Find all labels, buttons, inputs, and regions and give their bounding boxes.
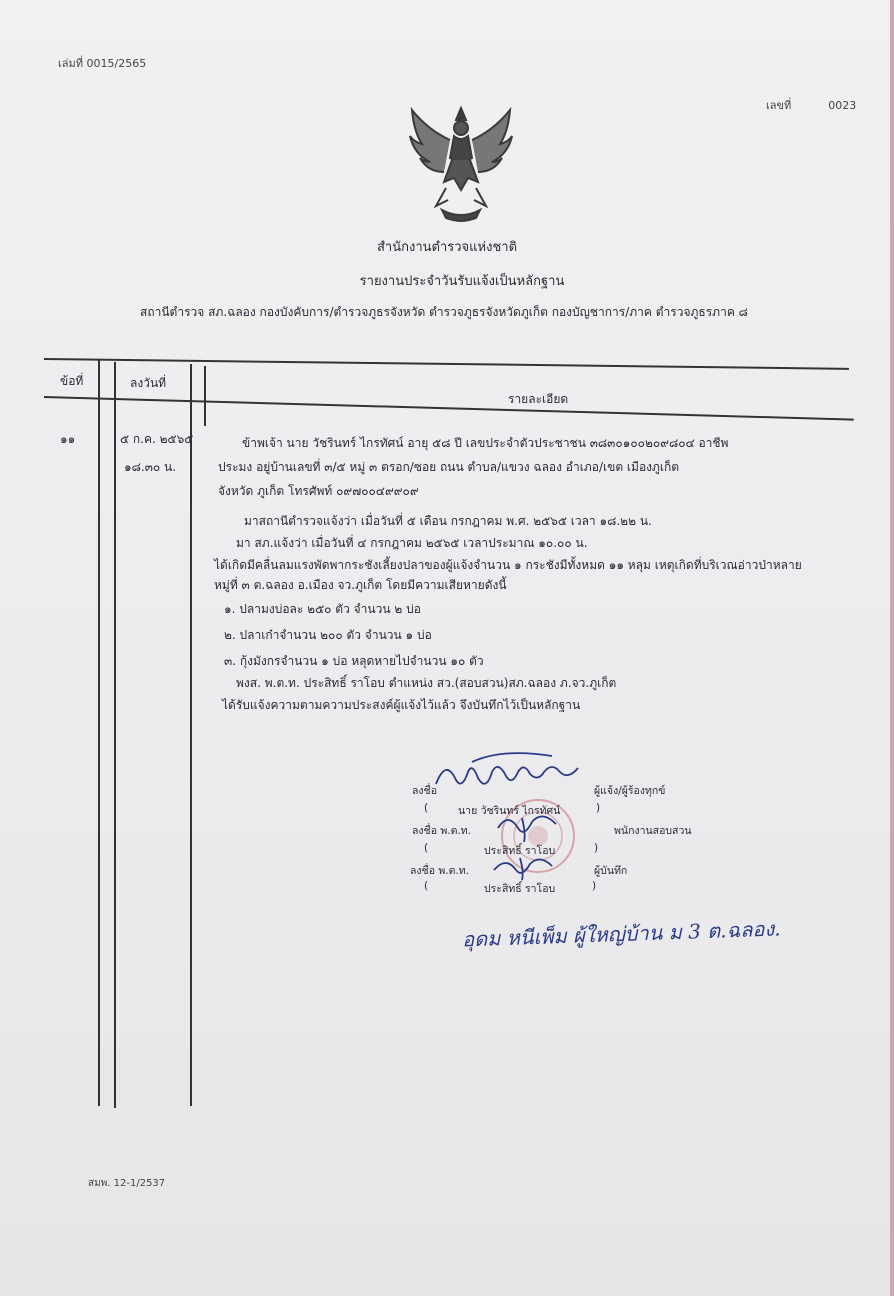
- officer-name: ประสิทธิ์ ราโอบ: [484, 845, 556, 857]
- open-paren: (: [424, 802, 429, 814]
- detail-line: ประมง อยู่บ้านเลขที่ ๓/๕ หมู่ ๓ ตรอก/ซอย ถนน ตำบล/แขวง ฉลอง อำเภอ/เขต เมืองภูเก็ต: [218, 460, 680, 474]
- report-title: รายงานประจำวันรับแจ้งเป็นหลักฐาน: [359, 274, 565, 289]
- detail-line: หมู่ที่ ๓ ต.ฉลอง อ.เมือง จว.ภูเก็ต โดยมีความเสียหายดังนี้: [214, 578, 507, 592]
- organization-name: สำนักงานตำรวจแห่งชาติ: [376, 240, 518, 255]
- header-details: รายละเอียด: [508, 392, 569, 406]
- reporter-sign-label: ลงชื่อ: [412, 785, 437, 797]
- garuda-emblem-icon: [402, 100, 520, 224]
- close-paren: ): [594, 842, 599, 854]
- detail-line: ๓. กุ้งมังกรจำนวน ๑ บ่อ หลุดหายไปจำนวน ๑๐ ตัว: [224, 654, 484, 668]
- officer-role: พนักงานสอบสวน: [614, 825, 692, 837]
- open-paren: (: [424, 842, 429, 854]
- header-date: ลงวันที่: [130, 376, 167, 390]
- form-code: สมพ. 12-1/2537: [88, 1178, 166, 1189]
- entry-date: ๕ ก.ค. ๒๕๖๕: [120, 432, 194, 446]
- reporter-role: ผู้แจ้ง/ผู้ร้องทุกข์: [594, 785, 666, 797]
- table-top-rule: [44, 358, 849, 370]
- open-paren: (: [424, 880, 429, 892]
- officer-sign-label: ลงชื่อ พ.ต.ท.: [412, 825, 472, 837]
- station-line: สถานีตำรวจ สภ.ฉลอง กองบังคับการ/ตำรวจภูธรจังหวัด ตำรวจภูธรจังหวัดภูเก็ต กองบัญชาการ/ภาค ตำรวจภูธรภาค ๘: [140, 305, 748, 319]
- document-number: [766, 96, 856, 114]
- document-number-value: 0023: [828, 99, 857, 112]
- document-number-label: เลขที่: [766, 99, 792, 112]
- recorder-role: ผู้บันทึก: [594, 865, 628, 877]
- table-header-rule: [44, 396, 854, 421]
- detail-line: ๑. ปลามงบ่อละ ๒๕๐ ตัว จำนวน ๒ บ่อ: [224, 602, 421, 616]
- detail-line: มาสถานีตำรวจแจ้งว่า เมื่อวันที่ ๕ เดือน กรกฎาคม พ.ศ. ๒๕๖๕ เวลา ๑๘.๒๒ น.: [244, 514, 652, 528]
- recorder-name: ประสิทธิ์ ราโอบ: [484, 883, 556, 895]
- table-col-divider-4: [204, 366, 206, 426]
- detail-line: พงส. พ.ต.ท. ประสิทธิ์ ราโอบ ตำแหน่ง สว.(สอบสวน)สภ.ฉลอง ภ.จว.ภูเก็ต: [236, 676, 617, 690]
- table-col-divider-1: [98, 360, 100, 1106]
- reporter-name: นาย วัชรินทร์ ไกรทัศน์: [458, 805, 561, 817]
- book-number: เล่มที่ 0015/2565: [58, 57, 147, 70]
- detail-line: ข้าพเจ้า นาย วัชรินทร์ ไกรทัศน์ อายุ ๕๘ ปี เลขประจำตัวประชาชน ๓๘๓๐๑๐๐๒๐๙๘๐๔ อาชีพ: [242, 436, 729, 450]
- entry-time: ๑๘.๓๐ น.: [124, 460, 177, 474]
- table-col-divider-2: [114, 362, 116, 1108]
- detail-line: ๒. ปลาเก๋าจำนวน ๒๐๐ ตัว จำนวน ๑ บ่อ: [224, 628, 432, 642]
- close-paren: ): [592, 880, 597, 892]
- recorder-sign-label: ลงชื่อ พ.ต.ท.: [410, 865, 470, 877]
- detail-line: มา สภ.แจ้งว่า เมื่อวันที่ ๔ กรกฎาคม ๒๕๖๕ เวลาประมาณ ๑๐.๐๐ น.: [236, 536, 588, 550]
- detail-line: ได้รับแจ้งความตามความประสงค์ผู้แจ้งไว้แล้ว จึงบันทึกไว้เป็นหลักฐาน: [222, 698, 581, 712]
- table-col-divider-3: [190, 364, 192, 1106]
- handwritten-note: อุดม หนีเพ็ม ผู้ใหญ่บ้าน ม 3 ต.ฉลอง.: [461, 916, 781, 952]
- reporter-signature-icon: [432, 750, 594, 794]
- header-item-no: ข้อที่: [60, 374, 84, 388]
- detail-line: ได้เกิดมีคลื่นลมแรงพัดพากระชังเลี้ยงปลาของผู้แจ้งจำนวน ๑ กระชังมีทั้งหมด ๑๑ หลุม เหตุเกิดที่บริเวณอ่าวป่าหลาย: [214, 558, 802, 572]
- detail-line: จังหวัด ภูเก็ต โทรศัพท์ ๐๙๗๐๐๔๙๙๐๙: [218, 484, 419, 498]
- officer-signature-icon: [488, 808, 568, 844]
- entry-item-no: ๑๑: [60, 432, 76, 446]
- recorder-signature-icon: [486, 850, 566, 884]
- close-paren: ): [596, 802, 601, 814]
